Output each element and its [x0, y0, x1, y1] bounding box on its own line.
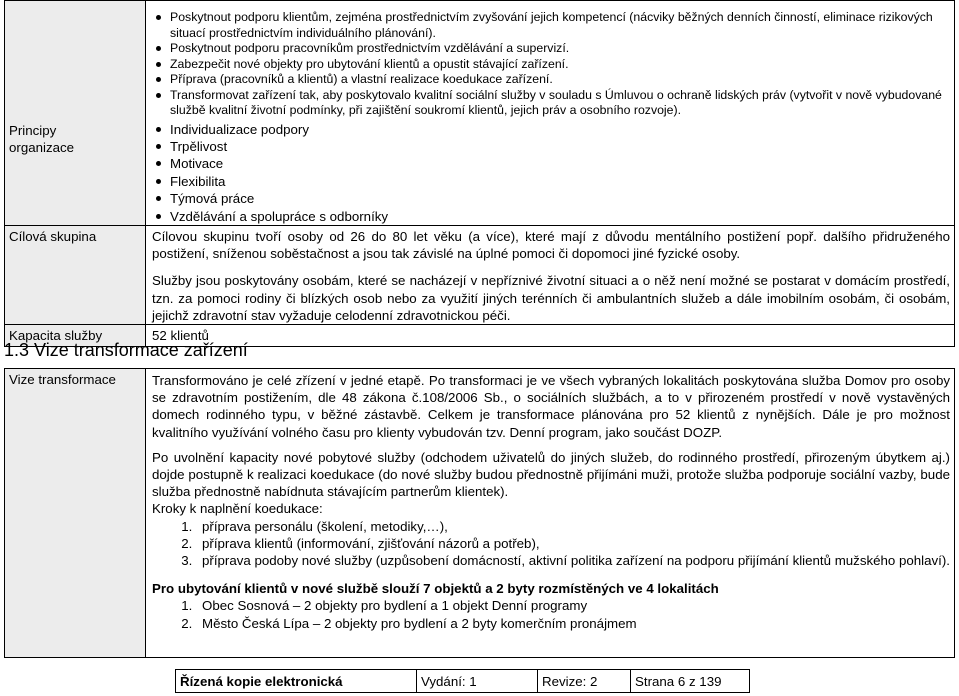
principy-label-line2: organizace — [9, 140, 75, 155]
list-item: Vzdělávání a spolupráce s odborníky — [146, 208, 954, 225]
organization-table — [4, 0, 955, 347]
principy-goals-list — [146, 1, 954, 119]
list-item: Trpělivost — [146, 138, 954, 155]
cilova-label-cell — [5, 225, 146, 324]
objekty-heading: Pro ubytování klientů v nové službě slouží 7 objektů a 2 byty rozmístěných ve 4 lokalitách — [152, 581, 719, 597]
vize-label: Vize transformace — [9, 372, 116, 387]
principy-content-cell — [146, 1, 955, 226]
cilova-paragraph-1: Cílovou skupinu tvoří osoby od 26 do 80 let věku (a více), které mají z důvodu mentálního postižení popř. dalšího přidruženého postižení, sníženou soběstačnost a jsou tak závislé na úplné pomoci či dopomoci jiné fyzické osoby. — [152, 228, 950, 262]
list-item: 2. příprava klientů (informování, zjišťování názorů a potřeb), — [196, 535, 954, 552]
kroky-label: Kroky k naplnění koedukace: — [152, 501, 323, 517]
footer-title: Řízená kopie elektronická — [176, 670, 417, 693]
kapacita-content-cell — [146, 324, 955, 346]
principy-row — [5, 1, 955, 226]
list-item: 3. příprava podoby nové služby (uzpůsobení domácností, aktivní politika zařízení na podporu přijímání klientů mužského pohlaví). — [196, 552, 954, 569]
principy-label-line1: Principy — [9, 123, 57, 138]
list-item: Poskytnout podporu pracovníkům prostřednictvím vzdělávání a supervizí. — [146, 41, 954, 57]
vize-paragraph-1: Transformováno je celé zřízení v jedné etapě. Po transformaci je ve všech vybraných lokalitách poskytována služba Domov pro osoby se zdravotním postižením, dle 48 zákona č.108/2006 Sb., o sociálních službách, a to v přirozeném prostředí v nově vystavěných domech rodinného typu, v běžné zástavbě. Celkem je transformace plánována pro 52 klientů z nynějších. Dále je pro možnost kvalitního využívání volného času pro klienty vybudován tzv. Denní program, jako součást DOZP. — [152, 373, 950, 440]
vize-table — [4, 368, 955, 658]
list-item: 2. Město Česká Lípa – 2 objekty pro bydlení a 2 byty komerčním pronájmem — [196, 615, 954, 632]
vize-content-cell — [146, 369, 955, 658]
footer-vydani: Vydání: 1 — [417, 670, 538, 693]
vize-row — [5, 369, 955, 658]
principy-values-list — [146, 119, 954, 225]
principy-label-cell — [5, 1, 146, 226]
cilova-content-cell — [146, 225, 955, 324]
list-item: Zabezpečit nové objekty pro ubytování klientů a opustit stávající zařízení. — [146, 57, 954, 73]
list-item: Motivace — [146, 155, 954, 172]
vize-label-cell — [5, 369, 146, 658]
vize-paragraph-2: Po uvolnění kapacity nové pobytové služby (odchodem uživatelů do jiných služeb, do rodinného prostředí, přirozeným úbytkem aj.) dojde postupně k realizaci koedukace (do nové služby budou přednostně přijímáni muži, protože služba podporuje sociální vazby, bude služba přednostně nabídnuta stávajícím partnerům klientek). — [152, 449, 950, 500]
section-heading: 1.3 Vize transformace zařízení — [4, 340, 248, 360]
footer-strana: Strana 6 z 139 — [631, 670, 750, 693]
list-item: 1. Obec Sosnová – 2 objekty pro bydlení a 1 objekt Denní programy — [196, 597, 954, 614]
footer-row — [176, 670, 750, 693]
objekty-list — [146, 597, 954, 631]
kapacita-value: 52 klientů — [152, 327, 209, 343]
cilova-label: Cílová skupina — [9, 228, 97, 244]
list-item: Týmová práce — [146, 190, 954, 207]
list-item: Poskytnout podporu klientům, zejména prostřednictvím zvyšování jejich kompetencí (nácviky běžných denních činností, eliminace rizikových situací prostřednictvím individuálního plánování). — [146, 10, 954, 41]
list-item: Flexibilita — [146, 173, 954, 190]
cilova-paragraph-2: Služby jsou poskytovány osobám, které se nacházejí v nepříznivé životní situaci a o něž není možné se postarat v domácím prostředí, tzn. za pomoci rodiny či blízkých osob nebo za využití jiných terénních či ambulantních služeb a dále imobilním osobám, či osobám, jejichž zdravotní stav vyžaduje celodenní zdravotnickou péči. — [152, 273, 950, 323]
footer-revize: Revize: 2 — [538, 670, 631, 693]
list-item: Individualizace podpory — [146, 121, 954, 138]
footer-table — [175, 669, 750, 693]
list-item: Transformovat zařízení tak, aby poskytovalo kvalitní sociální služby v souladu s Úmluvou o ochraně lidských práv (vytvořit v nově vybudované službě kvalitní životní podmínky, při zajištění soukromí klientů, jejich práv a osobního rozvoje). — [146, 88, 954, 119]
list-item: 1. příprava personálu (školení, metodiky,…), — [196, 518, 954, 535]
kapacita-label: Kapacita služby — [9, 327, 103, 343]
list-item: Příprava (pracovníků a klientů) a vlastní realizace koedukace zařízení. — [146, 72, 954, 88]
kroky-list — [146, 518, 954, 570]
cilova-row — [5, 225, 955, 324]
